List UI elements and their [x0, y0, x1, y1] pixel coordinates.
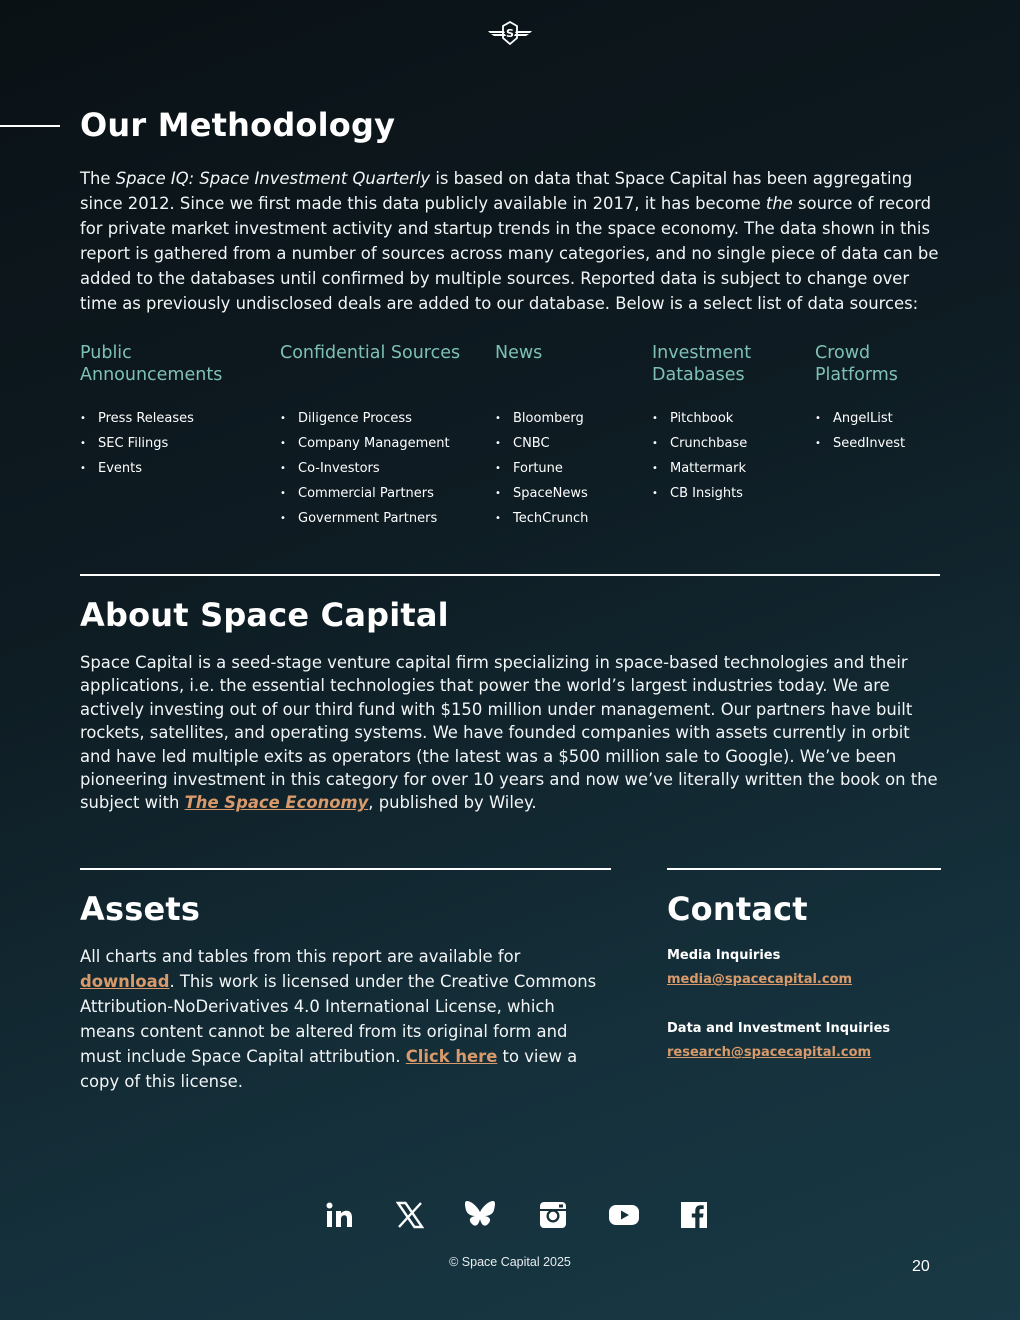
- svg-text:S: S: [506, 27, 514, 40]
- about-title: About Space Capital: [80, 596, 449, 634]
- source-item: • AngelList: [815, 406, 955, 431]
- research-inquiries-label: Data and Investment Inquiries: [667, 1021, 891, 1036]
- source-column-investment-databases: [652, 342, 802, 506]
- media-contact: [667, 944, 852, 992]
- page-number: 20: [912, 1258, 930, 1275]
- facebook-icon[interactable]: [677, 1198, 711, 1232]
- research-contact: [667, 1017, 890, 1065]
- book-link[interactable]: The Space Economy: [184, 793, 369, 813]
- contact-divider: [667, 868, 941, 870]
- source-column-confidential-sources: [280, 342, 480, 531]
- source-item: • SEC Filings: [80, 431, 270, 456]
- source-column-crowd-platforms: [815, 342, 955, 456]
- assets-title: Assets: [80, 890, 201, 928]
- report-title-italic: Space IQ: Space Investment Quarterly: [115, 169, 431, 188]
- source-column-public-announcements: [80, 342, 270, 481]
- source-item: • Fortune: [495, 456, 645, 481]
- research-email-link[interactable]: research@spacecapital.com: [667, 1045, 872, 1060]
- source-item: • Diligence Process: [280, 406, 480, 431]
- source-item: • Co-Investors: [280, 456, 480, 481]
- source-column-news: [495, 342, 645, 531]
- bluesky-icon[interactable]: [463, 1198, 497, 1232]
- source-column-title: News: [495, 343, 543, 363]
- source-item: • SpaceNews: [495, 481, 645, 506]
- source-item: • CB Insights: [652, 481, 802, 506]
- source-column-title: Crowd Platforms: [815, 343, 898, 385]
- source-item: • Pitchbook: [652, 406, 802, 431]
- source-column-title: Public Announcements: [80, 343, 223, 385]
- methodology-body: The Space IQ: Space Investment Quarterly is based on data that Space Capital has been aggregating since 2012. Since we first made this data publicly available in 2017, it has become the source of record for private market investment activity and startup trends in the space economy. The data shown in this report is gathered from a number of sources across many categories, and no single piece of data can be added to the databases until confirmed by multiple sources. Reported data is subject to change over time as previously undisclosed deals are added to our database. Below is a select list of data sources:: [80, 169, 939, 313]
- source-item: • Commercial Partners: [280, 481, 480, 506]
- source-item: • Events: [80, 456, 270, 481]
- section-accent-line: [0, 125, 60, 127]
- assets-body: All charts and tables from this report are available for download. This work is licensed under the Creative Commons Attribution-NoDerivatives 4.0 International License, which means content cannot be altered from its original form and must include Space Capital attribution. Click here to view a copy of this license.: [80, 947, 597, 1091]
- source-item: • SeedInvest: [815, 431, 955, 456]
- section-divider: [80, 574, 940, 576]
- x-icon[interactable]: [393, 1198, 427, 1232]
- source-item: • Government Partners: [280, 506, 480, 531]
- space-capital-logo: [486, 20, 534, 46]
- about-body: Space Capital is a seed-stage venture capital firm specializing in space-based technologies and their applications, i.e. the essential technologies that power the world’s largest industries today. We are actively investing out of our third fund with $150 million under management. Our partners have built rockets, satellites, and operating systems. We have founded companies with assets currently in orbit and have led multiple exits as operators (the latest was a $500 million sale to Google). We’ve been pioneering investment in this category for over 10 years and now we’ve literally written the book on the subject with The Space Economy, published by Wiley.: [80, 653, 938, 813]
- copyright-text: © Space Capital 2025: [449, 1255, 571, 1269]
- source-item: • TechCrunch: [495, 506, 645, 531]
- source-item: • Mattermark: [652, 456, 802, 481]
- linkedin-icon[interactable]: [322, 1198, 356, 1232]
- media-email-link[interactable]: media@spacecapital.com: [667, 972, 853, 987]
- media-inquiries-label: Media Inquiries: [667, 948, 781, 963]
- source-item: • Crunchbase: [652, 431, 802, 456]
- source-column-title: Investment Databases: [652, 343, 752, 385]
- source-item: • Press Releases: [80, 406, 270, 431]
- data-sources: [0, 342, 1020, 542]
- youtube-icon[interactable]: [607, 1198, 641, 1232]
- download-link[interactable]: download: [80, 972, 170, 991]
- source-item: • Company Management: [280, 431, 480, 456]
- source-column-title: Confidential Sources: [280, 343, 461, 363]
- instagram-icon[interactable]: [536, 1198, 570, 1232]
- methodology-title: Our Methodology: [80, 106, 396, 144]
- contact-title: Contact: [667, 890, 808, 928]
- assets-divider: [80, 868, 611, 870]
- source-item: • CNBC: [495, 431, 645, 456]
- license-link[interactable]: Click here: [405, 1047, 498, 1066]
- source-item: • Bloomberg: [495, 406, 645, 431]
